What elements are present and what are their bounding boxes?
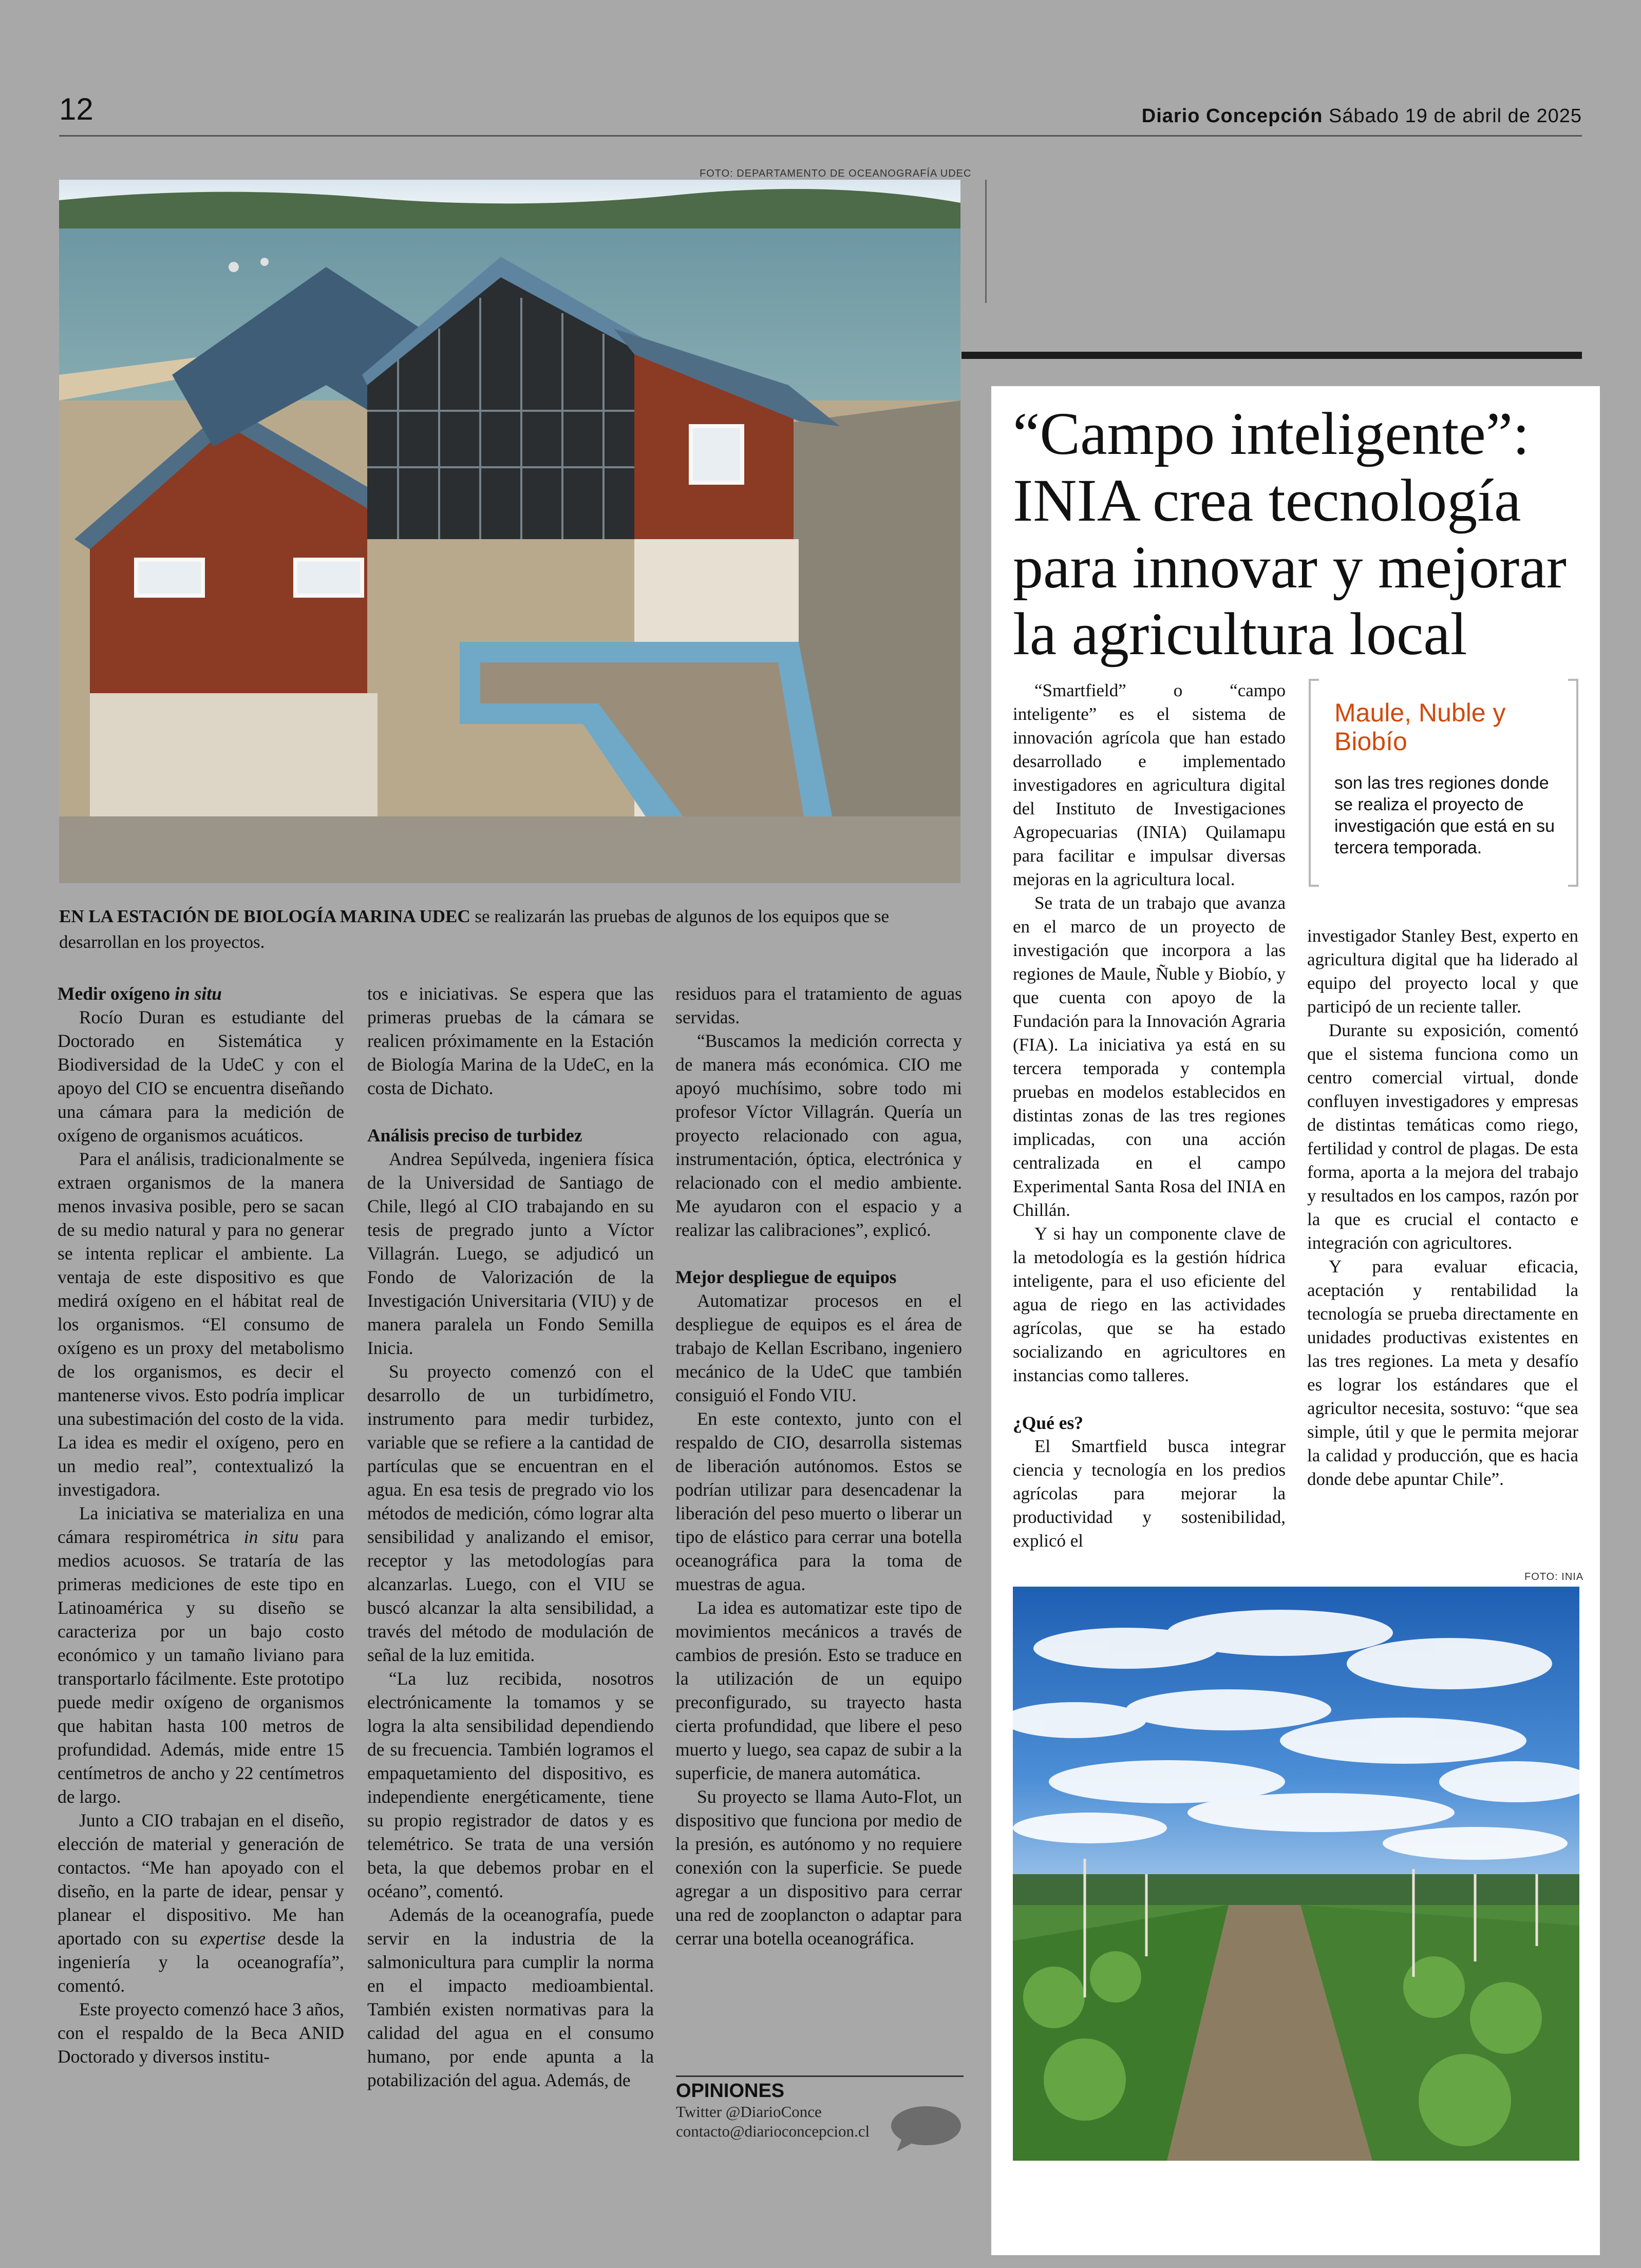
text-run: desde la ingeniería y la oceanografía”, comentó. [58,1928,344,1996]
contact-email[interactable]: contacto@diarioconcepcion.cl [676,2122,870,2140]
field-crops-photo [1013,1587,1579,2161]
caption-text: se realizarán las pruebas de algunos de los equipos que se desarrollan en los proyectos. [59,906,890,952]
spacer [675,1242,962,1265]
paragraph [58,1501,344,1808]
callout-left-bracket [1309,679,1319,887]
article-top-rule [961,352,1582,359]
left-photo-credit: FOTO: DEPARTAMENTO DE OCEANOGRAFÍA UDEC [700,168,972,179]
paragraph: “Smartfield” o “campo inteligente” es el sistema de innovación agrícola que han estado desarrollado e implementado investigadores en agricultura digital del Instituto de Investigaciones Agropecuarias (INIA) Quilamapu para facilitar e impulsar diversas mejoras en la agricultura local. [1013,680,1286,889]
marine-station-photo [59,180,960,883]
column-b [367,982,654,2092]
paragraph: Para el análisis, tradicionalmente se extraen organismos de la manera menos invasiva posible, pero se sacan de su medio natural y para no generar se intenta replicar el ambiente. La ventaja de este dispositivo es que medirá oxígeno en el hábitat real de los organismos. “El consumo de oxígeno es un proxy del metabolismo de los organismos, es decir el mantenerse vivos. Esto podría implicar una subestimación del costo de la vida. La idea es medir el oxígeno, pero en un medio real”, contextualizó la investigadora. [58,1149,344,1500]
paragraph: Y para evaluar eficacia, aceptación y rentabilidad la tecnología se prueba directamente en unidades productivas existentes en las tres regiones. La meta y desafío es lograr los estándares que el agricultor necesita, sostuvo: “que sea simple, útil y que le permita mejorar la calidad y producción, que es hacia donde debe apuntar Chile”. [1307,1256,1578,1489]
spacer [367,1100,654,1123]
subhead-turbidez: Análisis preciso de turbidez [367,1125,582,1146]
regions-callout [1309,679,1578,887]
paragraph: En este contexto, junto con el respaldo de CIO, desarrolla sistemas de liberación autónomos. Estos se podrían utilizar para desencadenar la liberación del peso muerto o liberar un tipo de elástico para cerrar una botella oceanográfica para la toma de muestras de agua. [675,1408,962,1594]
headline-line: la agricultura local [1013,600,1467,668]
subhead-emphasis: in situ [175,983,222,1004]
paragraph: Y si hay un componente clave de la metodología es la gestión hídrica inteligente, para el uso eficiente del agua de riego en las actividades agrícolas, que se ha estado socializando en agricultores en instancias como talleres. [1013,1224,1286,1385]
vertical-rule [985,180,987,303]
right-photo-credit: FOTO: INIA [1524,1571,1584,1583]
header-rule [59,135,1582,137]
headline-line: “Campo inteligente”: [1013,400,1530,467]
text-run: para medios acuosos. Se trataría de las primeras mediciones de este tipo en Latinoamérica y su diseño se caracteriza por un bajo costo económico y un tamaño liviano para transportarlo fácilmente. Este prototipo puede medir oxígeno de organismos que habitan hasta 100 metros de profundidad. Además, mide entre 15 centímetros de ancho y 22 centímetros de largo. [58,1527,344,1807]
spacer [1013,1387,1286,1411]
text-emphasis: in situ [243,1527,299,1547]
text-emphasis: expertise [199,1928,266,1949]
paragraph: “La luz recibida, nosotros electrónicamente la tomamos y se logra la alta sensibilidad dependiendo de su frecuencia. También logramos el empaquetamiento del dispositivo, es independiente energéticamente, tiene su propio registrador de datos y es telemétrico. Se trata de una versión beta, la que debemos probar en el océano”, comentó. [367,1668,654,1901]
paragraph: Se trata de un trabajo que avanza en el marco de un proyecto de investigación que incorpora a las regiones de Maule, Ñuble y Biobío, y que cuenta con apoyo de la Fundación para la Innovación Agraria (FIA). La iniciativa ya está en su tercera temporada y contempla pruebas en modelos establecidos en distintas zonas de las tres regiones implicadas, con una acción centralizada en el campo Experimental Santa Rosa del INIA en Chillán. [1013,893,1286,1220]
headline-line: INIA crea tecnología [1013,467,1521,534]
paragraph: El Smartfield busca integrar ciencia y tecnología en los predios agrícolas para mejorar la productividad y sostenibilidad, explicó el [1013,1436,1286,1551]
newspaper-name[interactable]: Diario Concepción [1141,105,1323,127]
article-headline [1013,401,1588,668]
paragraph [58,1808,344,1997]
paragraph: “Buscamos la medición correcta y de manera más económica. CIO me apoyó muchísimo, sobre todo mi profesor Víctor Villagrán. Quería un proyecto relacionado con agua, instrumentación, óptica, electrónica y relacionado con el medio ambiente. Me ayudaron con el espacio y a realizar las calibraciones”, explicó. [675,1031,962,1240]
paragraph: Automatizar procesos en el despliegue de equipos es el área de trabajo de Kellan Escribano, ingeniero mecánico de la UdeC que también consiguió el Fondo VIU. [675,1290,962,1405]
twitter-handle[interactable]: Twitter @DiarioConce [676,2103,822,2121]
subhead-text: Medir oxígeno [58,983,175,1004]
subhead-despliegue: Mejor despliegue de equipos [675,1267,897,1287]
headline-line: para innovar y mejorar [1013,533,1567,601]
paragraph: Su proyecto comenzó con el desarrollo de un turbidímetro, instrumento para medir turbidez, variable que se refiere a la cantidad de partículas que se encuentran en el agua. En esa tesis de pregrado vio los métodos de medición, cómo lograr alta sensibilidad y analizando el emisor, receptor y las metodologías para alcanzarlas. Luego, con el VIU se buscó alcanzar la alta sensibilidad, a través del método de modulación de señal de la luz emitida. [367,1361,654,1665]
text-run: La iniciativa se materializa en una cámara respirométrica [58,1503,344,1547]
callout-body: son las tres regiones donde se realiza el proyecto de investigación que está en su tercera temporada. [1334,773,1555,857]
callout-title: Maule, Nuble y Biobío [1334,698,1506,756]
speech-bubble-icon [888,2104,962,2153]
paragraph: Durante su exposición, comentó que el sistema funciona como un centro comercial virtual, donde confluyen investigadores y empresas de distintas temáticas como riego, fertilidad y control de plagas. De esta forma, aporta a la mejora del trabajo y resultados en los campos, razón por la que es crucial el contacto e integración con agricultores. [1307,1020,1578,1253]
opiniones-rule [676,2075,964,2077]
paragraph: Además de la oceanografía, puede servir en la industria de la salmonicultura para cumplir la norma en el impacto medioambiental. También existen normativas para la calidad del agua en el consumo humano, por ende apunta a la potabilización del agua. Además, de [367,1904,654,2090]
opiniones-title: OPINIONES [676,2080,785,2102]
paragraph: Este proyecto comenzó hace 3 años, con el respaldo de la Beca ANID Doctorado y diversos institu- [58,1999,344,2067]
column-a [58,982,344,2068]
field-crops-illustration [1013,1587,1579,2161]
issue-date: Sábado 19 de abril de 2025 [1329,105,1582,127]
column-e [1307,924,1578,1491]
marine-station-illustration [59,180,960,883]
paragraph: Andrea Sepúlveda, ingeniera física de la Universidad de Santiago de Chile, llegó al CIO trabajando en su tesis de pregrado junto a Víctor Villagrán. Luego, se adjudicó un Fondo de Valorización de la Investigación Universitaria (VIU) y de manera paralela un Fondo Semilla Inicia. [367,1149,654,1358]
masthead [1142,105,1582,127]
caption-lead: EN LA ESTACIÓN DE BIOLOGÍA MARINA UDEC [59,906,470,926]
column-d [1013,679,1286,1553]
paragraph: residuos para el tratamiento de aguas servidas. [675,983,962,1027]
subhead-que-es: ¿Qué es? [1013,1413,1084,1433]
paragraph: La idea es automatizar este tipo de movimientos mecánicos a través de cambios de presión. Esto se traduce en la utilización de un equipo preconfigurado, su trayecto hasta cierta profundidad, que libere el peso muerto y luego, sea capaz de subir a la superficie, de manera automática. [675,1597,962,1783]
callout-right-bracket [1568,679,1578,887]
left-photo-caption [59,904,963,955]
page-number: 12 [59,92,93,126]
column-c [675,982,962,1950]
paragraph: Rocío Duran es estudiante del Doctorado en Sistemática y Biodiversidad de la UdeC y con el apoyo del CIO se encuentra diseñando una cámara para la medición de oxígeno de organismos acuáticos. [58,1007,344,1146]
paragraph: investigador Stanley Best, experto en agricultura digital que ha liderado al equipo del proyecto local y que participó de un reciente taller. [1307,926,1578,1017]
paragraph: Su proyecto se llama Auto-Flot, un dispositivo que funciona por medio de la presión, es autónomo y no requiere conexión con la superficie. Se puede agregar a un dispositivo para cerrar una red de zooplancton o adaptar para cerrar una botella oceanográfica. [675,1786,962,1949]
text-run: Junto a CIO trabajan en el diseño, elección de material y generación de contactos. “Me han apoyado con el diseño, en la parte de idear, pensar y planear el dispositivo. Me han aportado con su [58,1810,344,1949]
paragraph: tos e iniciativas. Se espera que las primeras pruebas de la cámara se realicen próximamente en la Estación de Biología Marina de la UdeC, en la costa de Dichato. [367,983,654,1098]
subhead-medir-oxigeno [58,982,344,1005]
